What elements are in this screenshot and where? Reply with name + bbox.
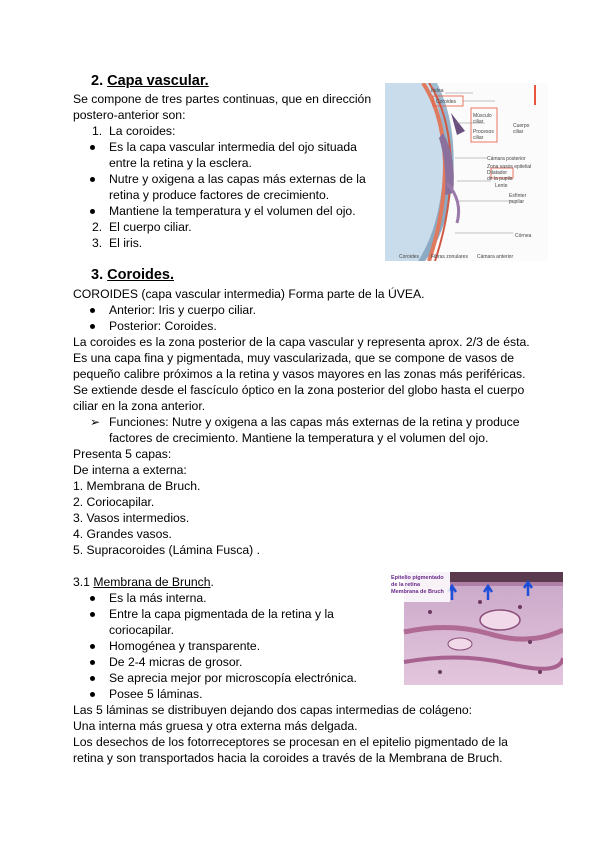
label-bottom-coroides: Coroides bbox=[399, 254, 420, 260]
section-3-1-heading bbox=[73, 574, 214, 590]
section-3-title: Coroides. bbox=[107, 267, 174, 283]
label-procesos: Procesos bbox=[473, 129, 494, 135]
bullet-dot bbox=[90, 612, 95, 617]
bullet-dot bbox=[90, 676, 95, 681]
label-bottom-camara: Cámara anterior bbox=[477, 254, 514, 260]
funciones-line-1: Funciones: Nutre y oxigena a las capas más externas de la retina y produce bbox=[109, 415, 520, 429]
histology-figure bbox=[390, 572, 563, 685]
bullet-text: Entre la capa pigmentada de la retina y la bbox=[109, 607, 334, 621]
arrow-bullet-icon: ➢ bbox=[90, 415, 101, 429]
label-pupilar: pupilar bbox=[509, 199, 525, 205]
section-3-line-1: COROIDES (capa vascular intermedia) Forma parte de la ÚVEA. bbox=[73, 287, 425, 301]
label-retina: de la retina bbox=[391, 582, 421, 588]
section-3-heading bbox=[91, 267, 174, 283]
bullet-dot bbox=[90, 177, 95, 182]
bullet-text: entre la retina y la esclera. bbox=[109, 156, 252, 170]
section-3-number: 3. bbox=[91, 267, 104, 283]
list-number-1: 1. bbox=[92, 124, 103, 138]
label-ciliar-2: ciliar bbox=[473, 135, 484, 141]
label-membrana: Membrana de Bruch bbox=[391, 589, 444, 595]
paragraph-line: ciliar en la zona anterior. bbox=[73, 399, 206, 413]
label-cuerpo: Cuerpo bbox=[513, 123, 530, 129]
bullet-dot bbox=[90, 324, 95, 329]
layer-item: 2. Coriocapilar. bbox=[73, 495, 155, 509]
label-esfinter: Esfínter bbox=[509, 193, 527, 199]
bullet-text: De 2-4 micras de grosor. bbox=[109, 655, 243, 669]
bullet-text: Mantiene la temperatura y el volumen del ojo. bbox=[109, 204, 356, 218]
bullet-text: Es la más interna. bbox=[109, 591, 207, 605]
paragraph-line: La coroides es la zona posterior de la capa vascular y representa aprox. 2/3 de ésta. bbox=[73, 335, 530, 349]
layer-item: 1. Membrana de Bruch. bbox=[73, 479, 201, 493]
bullet-text: Se aprecia mejor por microscopía electrónica. bbox=[109, 671, 357, 685]
paragraph-line: Es una capa fina y pigmentada, muy vascularizada, que se compone de vasos de bbox=[73, 351, 515, 365]
section-2-intro-2: postero-anterior son: bbox=[73, 108, 186, 122]
eye-anatomy-figure bbox=[385, 83, 548, 261]
bullet-text: retina y produce factores de crecimiento. bbox=[109, 188, 330, 202]
closing-line: Las 5 láminas se distribuyen dejando dos capas intermedias de colágeno: bbox=[73, 703, 473, 717]
bullet-text: Nutre y oxigena a las capas más externas de la bbox=[109, 172, 366, 186]
funciones-line-2: factores de crecimiento. Mantiene la temperatura y el volumen del ojo. bbox=[109, 431, 489, 445]
layer-item: 3. Vasos intermedios. bbox=[73, 511, 190, 525]
paragraph-line: pequeño calibre próximos a la retina y vasos mayores en las zonas más periféricas. bbox=[73, 367, 526, 381]
bullet-text: coriocapilar. bbox=[109, 623, 175, 637]
list-item-cuerpo-ciliar: El cuerpo ciliar. bbox=[109, 220, 192, 234]
bullet-dot bbox=[90, 145, 95, 150]
section-2-title: Capa vascular. bbox=[107, 73, 209, 89]
layer-item: 5. Supracoroides (Lámina Fusca) . bbox=[73, 543, 260, 557]
bullet-text: Posee 5 láminas. bbox=[109, 687, 203, 701]
bullet-text: Es la capa vascular intermedia del ojo situada bbox=[109, 140, 357, 154]
label-lente: Lente bbox=[495, 183, 508, 189]
label-zona: Zona vasos epitelial bbox=[487, 164, 532, 170]
layers-intro: Presenta 5 capas: bbox=[73, 447, 172, 461]
label-pupila: de la pupila bbox=[487, 176, 513, 182]
section-2-intro-1: Se compone de tres partes continuas, que en dirección bbox=[73, 92, 372, 106]
list-item-iris: El iris. bbox=[109, 236, 143, 250]
bullet-dot bbox=[90, 308, 95, 313]
label-iris: Iridea bbox=[431, 88, 444, 94]
list-number-3: 3. bbox=[92, 236, 103, 250]
bullet-text: Posterior: Coroides. bbox=[109, 319, 217, 333]
section-2-heading bbox=[91, 73, 209, 89]
closing-line: Los desechos de los fotorreceptores se procesan en el epitelio pigmentado de la bbox=[73, 735, 508, 749]
layer-item: 4. Grandes vasos. bbox=[73, 527, 172, 541]
bullet-text: Homogénea y transparente. bbox=[109, 639, 261, 653]
section-3-1-suffix: . bbox=[210, 575, 214, 589]
bullet-dot bbox=[90, 692, 95, 697]
label-bottom-fibras: Fibras zonulares bbox=[431, 254, 468, 260]
label-ciliar-3: ciliar bbox=[513, 129, 524, 135]
label-camara-posterior: Cámara posterior bbox=[487, 156, 526, 162]
section-3-1-title: Membrana de Brunch bbox=[93, 575, 211, 589]
list-number-2: 2. bbox=[92, 220, 103, 234]
label-dilatador: Dilatador bbox=[487, 170, 508, 176]
bullet-text: Anterior: Iris y cuerpo ciliar. bbox=[109, 303, 256, 317]
bullet-dot bbox=[90, 209, 95, 214]
closing-line: retina y son transportados hacia la coroides a través de la Membrana de Bruch. bbox=[73, 751, 503, 765]
list-item-coroides: La coroides: bbox=[109, 124, 176, 138]
bullet-dot bbox=[90, 660, 95, 665]
layers-direction: De interna a externa: bbox=[73, 463, 187, 477]
section-2-number: 2. bbox=[91, 73, 104, 89]
paragraph-line: Se extiende desde el fascículo óptico en la zona posterior del globo hasta el cuerpo bbox=[73, 383, 525, 397]
label-epitelio: Epitelio pigmentado bbox=[391, 575, 444, 581]
section-3-1-prefix: 3.1 bbox=[73, 575, 94, 589]
label-cornea: Córnea bbox=[515, 233, 532, 239]
label-ciliar: ciliar bbox=[473, 119, 484, 125]
closing-line: Una interna más gruesa y otra externa más delgada. bbox=[73, 719, 358, 733]
bullet-dot bbox=[90, 596, 95, 601]
label-coroides: Coroides bbox=[436, 99, 457, 105]
label-musculo: Músculo bbox=[473, 113, 492, 119]
bullet-dot bbox=[90, 644, 95, 649]
